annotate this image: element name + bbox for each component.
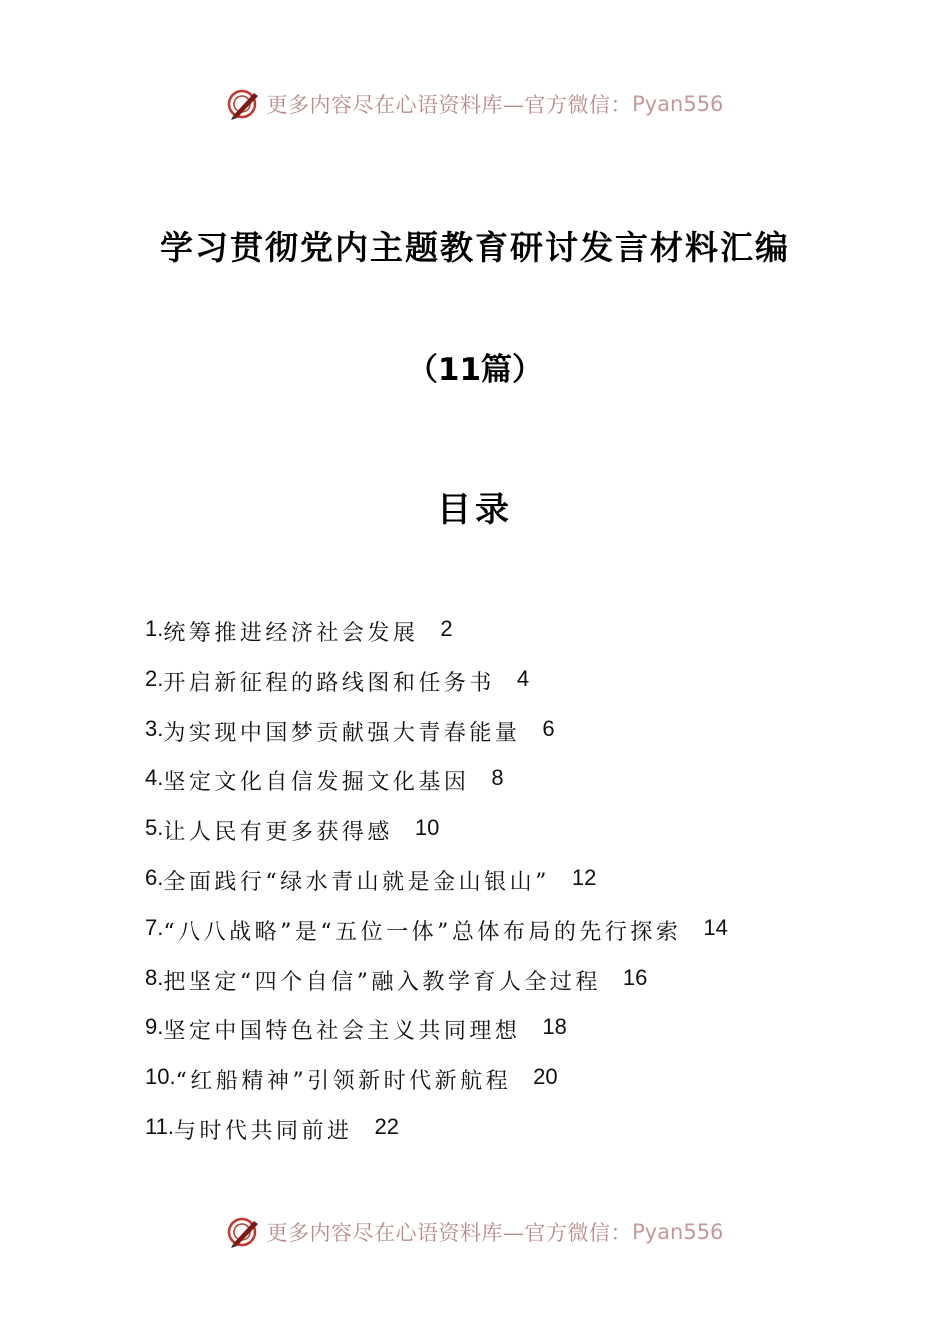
toc-item-title: 为实现中国梦贡献强大青春能量 bbox=[163, 720, 521, 746]
toc-item[interactable] bbox=[145, 1114, 845, 1164]
toc-item-title: 把坚定“四个自信”融入教学育人全过程 bbox=[163, 969, 601, 995]
toc-item-page: 14 bbox=[703, 914, 728, 940]
toc-item[interactable] bbox=[145, 865, 845, 915]
watermark-text: 更多内容尽在心语资料库—官方微信： bbox=[266, 93, 633, 117]
toc-item-title: 开启新征程的路线图和任务书 bbox=[163, 670, 495, 696]
toc-item-page: 8 bbox=[491, 765, 504, 791]
toc-item-page: 10 bbox=[414, 815, 440, 841]
toc-item[interactable] bbox=[145, 716, 845, 766]
toc-item-number: 7. bbox=[145, 914, 164, 940]
toc-item-number: 9. bbox=[145, 1014, 164, 1040]
pen-logo-icon bbox=[227, 1215, 261, 1249]
toc-item-title: “八八战略”是“五位一体”总体布局的先行探索 bbox=[163, 919, 682, 945]
toc-item-page: 12 bbox=[571, 864, 597, 890]
toc-heading: 目录 bbox=[437, 490, 513, 530]
pen-logo-icon bbox=[227, 87, 261, 121]
toc-item-number: 8. bbox=[145, 964, 164, 990]
toc-item-page: 2 bbox=[440, 616, 453, 641]
watermark-text: 更多内容尽在心语资料库—官方微信： bbox=[266, 1221, 633, 1245]
toc-item-page: 18 bbox=[542, 1014, 567, 1040]
toc-item[interactable] bbox=[145, 616, 845, 666]
toc-item-number: 3. bbox=[145, 715, 164, 741]
watermark-wechat-id: Pyan556 bbox=[632, 1220, 724, 1244]
toc-item-number: 6. bbox=[145, 864, 164, 890]
document-subtitle: （11篇） bbox=[406, 352, 544, 388]
toc-item[interactable] bbox=[145, 1014, 845, 1064]
table-of-contents bbox=[145, 616, 845, 1164]
document-title: 学习贯彻党内主题教育研讨发言材料汇编 bbox=[160, 228, 790, 267]
toc-item-page: 16 bbox=[622, 964, 648, 990]
toc-item[interactable] bbox=[145, 965, 845, 1015]
toc-item[interactable] bbox=[145, 815, 845, 865]
watermark-banner-bottom bbox=[0, 1212, 950, 1252]
toc-item-page: 22 bbox=[374, 1113, 399, 1139]
toc-item-title: 让人民有更多获得感 bbox=[163, 820, 393, 846]
toc-item-page: 4 bbox=[516, 665, 530, 691]
toc-item-title: 坚定中国特色社会主义共同理想 bbox=[163, 1019, 521, 1045]
toc-item[interactable] bbox=[145, 1064, 845, 1114]
toc-item-title: 与时代共同前进 bbox=[173, 1118, 353, 1144]
toc-item[interactable] bbox=[145, 666, 845, 716]
toc-item-number: 1. bbox=[145, 616, 164, 641]
toc-item[interactable] bbox=[145, 915, 845, 965]
watermark-banner-top bbox=[0, 84, 950, 124]
toc-item-number: 2. bbox=[145, 665, 164, 691]
toc-item[interactable] bbox=[145, 765, 845, 815]
toc-item-number: 4. bbox=[145, 765, 164, 791]
toc-item-number: 5. bbox=[145, 815, 164, 841]
toc-item-number: 11. bbox=[145, 1113, 174, 1139]
toc-item-page: 20 bbox=[533, 1064, 558, 1090]
toc-item-title: “红船精神”引领新时代新航程 bbox=[175, 1069, 512, 1095]
toc-item-title: 坚定文化自信发掘文化基因 bbox=[163, 770, 470, 796]
toc-item-title: 统筹推进经济社会发展 bbox=[163, 621, 419, 646]
watermark-wechat-id: Pyan556 bbox=[632, 92, 724, 116]
toc-item-page: 6 bbox=[542, 715, 555, 741]
toc-item-number: 10. bbox=[145, 1064, 176, 1090]
toc-item-title: 全面践行“绿水青山就是金山银山” bbox=[163, 869, 550, 895]
